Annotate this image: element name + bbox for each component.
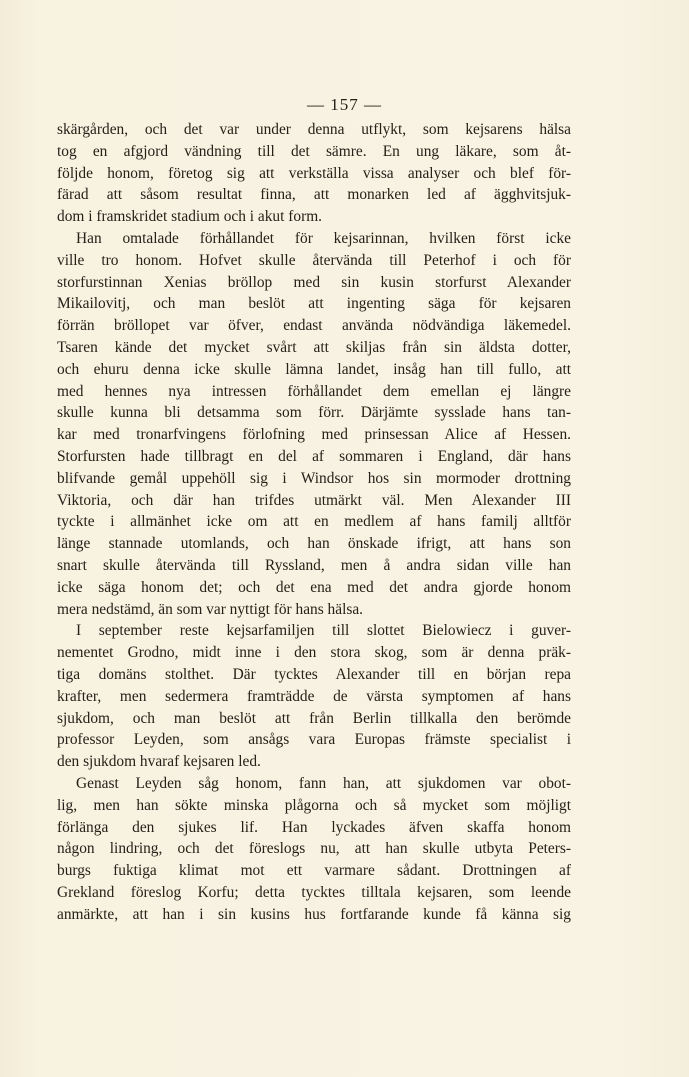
text-line: skulle kunna bli detsamma som förr. Därjämte sysslade hans tan- <box>57 404 571 422</box>
text-line: den sjukdom hvaraf kejsaren led. <box>57 753 261 771</box>
text-line: någon lindring, och det föreslogs nu, att han skulle utbyta Peters- <box>57 840 571 858</box>
text-line: mera nedstämd, än som var nyttigt för hans hälsa. <box>57 600 364 618</box>
text-line: burgs fuktiga klimat mot ett varmare sådant. Drottningen af <box>57 862 571 880</box>
body-text <box>57 119 571 925</box>
text-line: förlänga den sjukes lif. Han lyckades äfven skaffa honom <box>57 818 571 836</box>
text-line: ville tro honom. Hofvet skulle återvända till Peterhof i och för <box>57 251 571 269</box>
text-line: Grekland föreslog Korfu; detta tycktes tilltala kejsaren, som leende <box>57 883 571 901</box>
text-line: Genast Leyden såg honom, fann han, att sjukdomen var obot- <box>76 774 571 792</box>
text-line: lig, men han sökte minska plågorna och så mycket som möjligt <box>57 796 571 814</box>
text-line: skärgården, och det var under denna utflykt, som kejsarens hälsa <box>57 121 571 138</box>
text-line: Viktoria, och där han trifdes utmärkt väl. Men Alexander III <box>57 491 571 509</box>
text-line: tiga domäns stolthet. Där tycktes Alexander till en början repa <box>57 665 571 683</box>
text-line: anmärkte, att han i sin kusins hus fortfarande kunde få känna sig <box>57 905 571 923</box>
text-line: förrän bröllopet var öfver, endast använda nödvändiga läkemedel. <box>57 317 571 335</box>
text-line: och ehuru denna icke skulle lämna landet, insåg han till fullo, att <box>57 360 571 378</box>
text-line: I september reste kejsarfamiljen till slottet Bielowiecz i guver- <box>76 622 571 640</box>
page-number: — 157 — <box>307 95 382 114</box>
text-line: med hennes nya intressen förhållandet dem emellan ej längre <box>57 382 571 400</box>
text-line: dom i framskridet stadium och i akut form. <box>57 208 323 226</box>
text-line: snart skulle återvända till Ryssland, men å andra sidan ville han <box>57 556 571 574</box>
text-line: kar med tronarfvingens förlofning med prinsessan Alice af Hessen. <box>57 426 571 444</box>
text-line: Han omtalade förhållandet för kejsarinnan, hvilken först icke <box>76 229 571 247</box>
text-line: tyckte i allmänhet icke om att en medlem af hans familj alltför <box>57 513 571 531</box>
text-line: blifvande gemål uppehöll sig i Windsor hos sin mormoder drottning <box>57 469 571 487</box>
text-line: icke säga honom det; och det ena med det andra gjorde honom <box>57 578 571 596</box>
text-line: färad att såsom resultat finna, att monarken led af ägghvitsjuk- <box>57 186 571 204</box>
text-line: sjukdom, och man beslöt att från Berlin tillkalla den berömde <box>57 709 571 727</box>
text-line: storfurstinnan Xenias bröllop med sin kusin storfurst Alexander <box>57 273 571 291</box>
text-line: följde honom, företog sig att verkställa vissa analyser och blef för- <box>57 164 571 182</box>
text-line: professor Leyden, som ansågs vara Europas främste specialist i <box>57 731 571 749</box>
text-line: krafter, men sedermera framträdde de värsta symptomen af hans <box>57 687 571 705</box>
text-line: Storfursten hade tillbragt en del af sommaren i England, där hans <box>57 447 571 465</box>
text-line: nementet Grodno, midt inne i den stora skog, som är denna präk- <box>57 644 571 662</box>
text-line: tog en afgjord vändning till det sämre. En ung läkare, som åt- <box>57 142 571 160</box>
text-line: Mikailovitj, och man beslöt att ingenting säga för kejsaren <box>57 295 571 313</box>
text-line: länge stannade utomlands, och han önskade ifrigt, att hans son <box>57 535 571 553</box>
text-line: Tsaren kände det mycket svårt att skiljas från sin äldsta dotter, <box>57 338 571 356</box>
